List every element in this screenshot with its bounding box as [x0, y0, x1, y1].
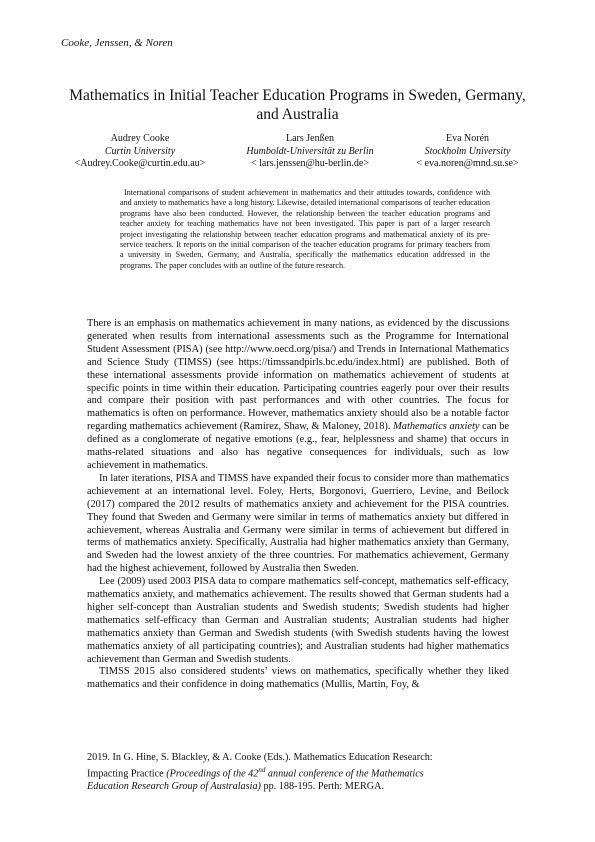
defined-term: Mathematics anxiety: [393, 421, 480, 433]
footer-line-1: 2019. In G. Hine, S. Blackley, & A. Cooke (Eds.). Mathematics Education Research:: [87, 752, 433, 763]
paragraph-4: TIMSS 2015 also considered students’ views on mathematics, specifically whether they liked mathematics and their confidence in doing mathematics (Mullis, Martin, Foy, &: [87, 666, 509, 691]
author-name: Audrey Cooke: [110, 133, 170, 144]
author-block: [55, 133, 540, 171]
author-email: <Audrey.Cooke@curtin.edu.au>: [74, 158, 206, 169]
paragraph-3: Lee (2009) used 2003 PISA data to compare mathematics self-concept, mathematics self-efficacy, mathematics anxiety, and mathematics achievement. The results showed that German students had a higher self-concept than Australian students and Swedish students; Swedish students had higher mathematics self-efficacy than German and Australian students; Australian students had higher mathematics anxiety than German and Swedish students (with Swedish students having the lowest mathematics anxiety of all participating countries); and Australian students had higher mathematics achievement than German and Swedish students.: [87, 576, 509, 665]
footer-group: Education Research Group of Australasia): [87, 781, 261, 793]
paragraph-1-end: can be defined as a conglomerate of negative emotions (e.g., fear, helplessness and shame) that occurs in maths-related situations and also has negative consequences for individuals, such as low achievement in mathematics.: [87, 421, 510, 471]
footer-line-2: [87, 764, 517, 780]
body-text: [87, 318, 509, 692]
author-email: < eva.noren@mnd.su.se>: [416, 158, 519, 169]
citation-footer: [87, 751, 517, 793]
author-cooke: [55, 133, 225, 171]
footer-proceedings-rest: annual conference of the Mathematics: [265, 768, 424, 780]
paragraph-1-start: There is an emphasis on mathematics achievement in many nations, as evidenced by the discussions generated when results from international assessments such as the Programme for International Student Assessment (PISA) (see http://www.oecd.org/pisa/) and Trends in International Mathematics and Science Study (TIMSS) (see https://timssandpirls.bc.edu/index.html) are published. Both of these international assessments provide information on mathematics achievement of students at specific points in time within their education. Participating countries eagerly pour over their results and compare their position with past performances and with other countries. The focus for mathematics is often on performance. However, mathematics anxiety should also be a notable factor regarding mathematics achievement (Ramirez, Shaw, & Maloney, 2018).: [87, 318, 509, 433]
paper-title: Mathematics in Initial Teacher Education Programs in Sweden, Germany, and Australia: [69, 87, 526, 123]
running-head: Cooke, Jenssen, & Noren: [61, 37, 173, 49]
author-name: Eva Norén: [445, 133, 490, 144]
author-name: Lars Jenßen: [285, 133, 335, 144]
author-email: < lars.jenssen@hu-berlin.de>: [251, 158, 369, 169]
footer-line-3: [87, 780, 517, 793]
author-affiliation: Humboldt-Universität zu Berlin: [246, 145, 374, 157]
abstract: International comparisons of student achievement in mathematics and their attitudes towards, confidence with and anxiety to mathematics have a long history. Likewise, detailed international comparisons of teacher education programs have also been conducted. However, the relationship between the teacher education programs and teacher anxiety for teaching mathematics have not been investigated. This paper is part of a larger research project investigating the relationship between teacher education programs and mathematical anxiety of its pre-service teachers. It reports on the initial comparison of the teacher education programs for primary teachers from a university in Sweden, Germany, and Australia, specifically the mathematics education addressed in the programs. The paper concludes with an outline of the future research.: [120, 188, 490, 270]
author-noren: [395, 133, 540, 171]
footer-proceedings: (Proceedings of the 42: [166, 768, 259, 780]
author-affiliation: Curtin University: [104, 145, 176, 157]
footer-impacting: Impacting Practice: [87, 768, 167, 780]
paragraph-2: In later iterations, PISA and TIMSS have expanded their focus to consider more than mathematics achievement at an international level. Foley, Herts, Borgonovi, Guerriero, Levine, and Beilock (2017) compared the 2012 results of mathematics anxiety and achievement for the PISA countries. They found that Sweden and Germany were similar in terms of mathematics anxiety but differed in achievement, whereas Australia and Germany were similar in terms of achievement but differed in terms of mathematics anxiety. Specifically, Australia had higher mathematics anxiety than Germany, and Sweden had the lowest anxiety of the three countries. For mathematics achievement, Germany had the highest achievement, followed by Australia then Sweden.: [87, 472, 509, 575]
paragraph-1: [87, 318, 509, 473]
footer-pages: pp. 188-195. Perth: MERGA.: [260, 781, 385, 793]
author-affiliation: Stockholm University: [424, 145, 511, 157]
author-jenssen: [235, 133, 385, 171]
footer-superscript: nd: [258, 766, 266, 774]
